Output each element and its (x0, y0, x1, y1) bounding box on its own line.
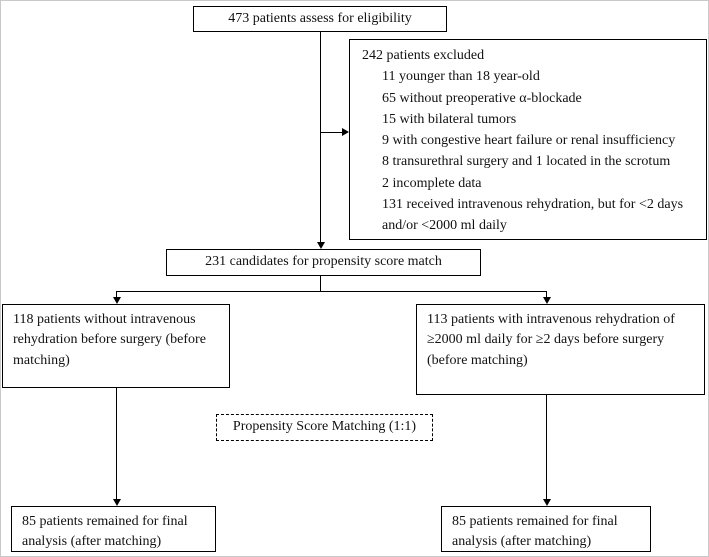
connector-top-to-candidates-line (320, 32, 321, 243)
matching-box-label: Propensity Score Matching (1:1) (232, 419, 417, 435)
candidates-box (166, 249, 481, 276)
connector-right-final-line (546, 395, 547, 500)
arrowhead-into-candidates (317, 242, 325, 249)
excluded-item: 2 incomplete data (382, 175, 482, 191)
right-branch-box-label: 113 patients with intravenous rehydration of ≥2000 ml daily for ≥2 days before surgery (before matching) (427, 312, 675, 368)
connector-branch-horizontal (116, 291, 546, 292)
arrowhead-into-left-branch (113, 297, 121, 304)
excluded-item: 9 with congestive heart failure or renal insufficiency (382, 133, 676, 149)
eligibility-box-label: 473 patients assess for eligibility (228, 10, 412, 26)
right-branch-box (416, 304, 705, 395)
right-final-box-label: 85 patients remained for final analysis (after matching) (452, 514, 618, 550)
excluded-item: 65 without preoperative α-blockade (382, 90, 582, 106)
arrowhead-into-excluded (342, 128, 349, 136)
right-final-box (441, 506, 651, 552)
candidates-box-label: 231 candidates for propensity score match (205, 254, 442, 270)
eligibility-box (193, 6, 447, 32)
excluded-item: 131 received intravenous rehydration, but for <2 days and/or <2000 ml daily (382, 196, 684, 234)
connector-candidates-stub (320, 276, 321, 292)
left-final-box-label: 85 patients remained for final analysis (after matching) (22, 514, 188, 550)
connector-to-excluded-line (320, 132, 342, 133)
left-final-box (11, 506, 216, 552)
matching-box (216, 414, 433, 441)
excluded-item: 15 with bilateral tumors (382, 111, 517, 127)
left-branch-box (2, 304, 230, 388)
excluded-box (349, 39, 707, 240)
arrowhead-into-right-final (543, 499, 551, 506)
excluded-item: 11 younger than 18 year-old (382, 69, 540, 85)
arrowhead-into-left-final (113, 499, 121, 506)
left-branch-box-label: 118 patients without intravenous rehydration before surgery (before matching) (13, 312, 206, 368)
excluded-box-title: 242 patients excluded (362, 48, 485, 63)
connector-left-final-line (116, 388, 117, 500)
arrowhead-into-right-branch (543, 297, 551, 304)
excluded-item: 8 transurethral surgery and 1 located in the scrotum (382, 154, 671, 170)
